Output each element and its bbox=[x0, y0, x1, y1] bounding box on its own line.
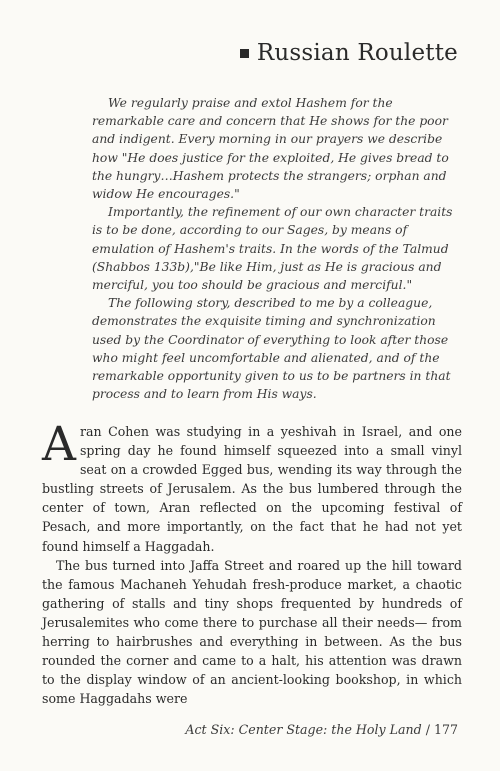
intro-paragraph-2: Importantly, the refinement of our own character traits is to be done, according to our Sages, by means of emulation of Hashem's traits. In the words of the Talmud (Shabbos 133b),"Be like Him, just as He is gracious and merciful, you too should be gracious and merciful." bbox=[92, 205, 453, 293]
intro-section bbox=[92, 94, 462, 403]
page-footer bbox=[185, 722, 458, 737]
chapter-title bbox=[240, 40, 458, 66]
intro-paragraph-3: The following story, described to me by a colleague, demonstrates the exquisite timing and synchronization used by the Coordinator of everything to look after those who might feel uncomfortable and alienated, and of the remarkable opportunity given to us to be partners in that process and to learn from His ways. bbox=[92, 296, 451, 402]
square-bullet-icon bbox=[240, 49, 249, 58]
chapter-title-text: Russian Roulette bbox=[256, 40, 458, 66]
story-paragraph-1 bbox=[42, 417, 462, 556]
story-paragraph-1-text: ran Cohen was studying in a yeshivah in Israel, and one spring day he found himself squeezed into a small vinyl seat on a crowded Egged bus, wending its way through the bustling streets of Jerusalem. As the bus lumbered through the center of town, Aran reflected on the upcoming festival of Pesach, and more importantly, on the fact that he had not yet found himself a Haggadah. bbox=[42, 424, 462, 554]
story-body bbox=[42, 417, 462, 708]
story-paragraph-2: The bus turned into Jaffa Street and roared up the hill toward the famous Machaneh Yehudah fresh-produce market, a chaotic gathering of stalls and tiny shops frequented by hundreds of Jerusalemites who come there to purchase all their needs— from herring to hairbrushes and everything in between. As the bus rounded the corner and came to a halt, his attention was drawn to the display window of an ancient-looking bookshop, in which some Haggadahs were bbox=[42, 557, 462, 707]
page-number: / 177 bbox=[425, 722, 458, 737]
intro-paragraph-1: We regularly praise and extol Hashem for the remarkable care and concern that He shows for the poor and indigent. Every morning in our prayers we describe how "He does justice for the exploited, He gives bread to the hungry…Hashem protects the strangers; orphan and widow He encourages." bbox=[92, 96, 449, 202]
footer-section-title: Act Six: Center Stage: the Holy Land bbox=[185, 722, 422, 737]
drop-cap: A bbox=[42, 417, 76, 472]
